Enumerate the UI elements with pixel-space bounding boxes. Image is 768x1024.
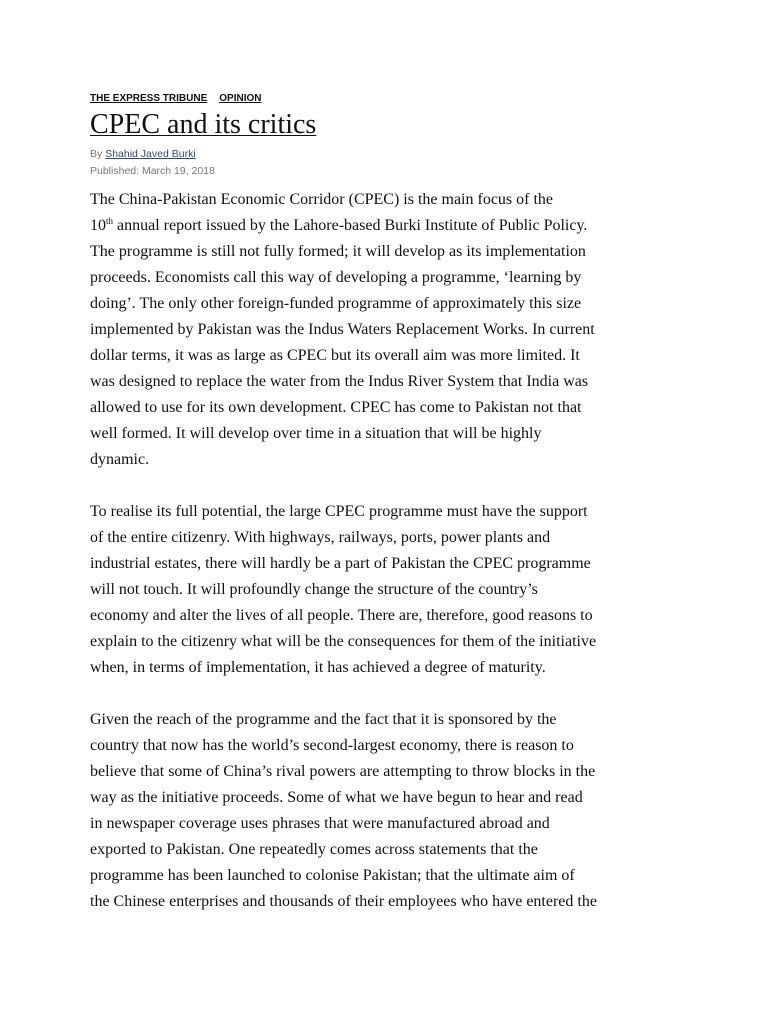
ordinal-suffix: th (106, 216, 114, 226)
article-body (90, 187, 690, 915)
section-link-opinion[interactable]: OPINION (219, 93, 262, 104)
body-line: way as the initiative proceeds. Some of what we have begun to hear and read (90, 789, 583, 806)
published-date: Published: March 19, 2018 (90, 165, 215, 177)
body-line: will not touch. It will profoundly change the structure of the country’s (90, 581, 538, 598)
ordinal-number: 10 (90, 217, 106, 234)
body-line: implemented by Pakistan was the Indus Waters Replacement Works. In current (90, 321, 595, 338)
author-link[interactable]: Shahid Javed Burki (105, 148, 196, 160)
body-line: well formed. It will develop over time in a situation that will be highly (90, 425, 542, 442)
body-line: proceeds. Economists call this way of developing a programme, ‘learning by (90, 269, 582, 286)
body-line: in newspaper coverage uses phrases that were manufactured abroad and (90, 815, 550, 832)
byline (90, 146, 690, 163)
article-page (90, 92, 690, 941)
body-line: believe that some of China’s rival powers are attempting to throw blocks in the (90, 763, 596, 780)
body-line: country that now has the world’s second-largest economy, there is reason to (90, 737, 574, 754)
byline-prefix: By (90, 148, 103, 160)
body-line: programme has been launched to colonise Pakistan; that the ultimate aim of (90, 867, 575, 884)
body-line: of the entire citizenry. With highways, railways, ports, power plants and (90, 529, 551, 546)
body-line: industrial estates, there will hardly be a part of Pakistan the CPEC programme (90, 555, 591, 572)
body-line: was designed to replace the water from the Indus River System that India was (90, 373, 589, 390)
body-line-text: annual report issued by the Lahore-based Burki Institute of Public Policy. (117, 217, 588, 234)
paragraph-3 (90, 707, 690, 915)
paragraph-2 (90, 499, 690, 681)
article-title: CPEC and its critics (90, 109, 317, 140)
publication-link[interactable]: THE EXPRESS TRIBUNE (90, 93, 208, 104)
body-line: explain to the citizenry what will be the consequences for them of the initiative (90, 633, 597, 650)
body-line: dynamic. (90, 451, 150, 468)
body-line: doing’. The only other foreign-funded programme of approximately this size (90, 295, 582, 312)
body-line: The China-Pakistan Economic Corridor (CPEC) is the main focus of the (90, 191, 554, 208)
body-line: dollar terms, it was as large as CPEC but its overall aim was more limited. It (90, 347, 580, 364)
body-line: The programme is still not fully formed; it will develop as its implementation (90, 243, 586, 260)
kicker (90, 92, 690, 106)
body-line: Given the reach of the programme and the fact that it is sponsored by the (90, 711, 557, 728)
body-line: exported to Pakistan. One repeatedly comes across statements that the (90, 841, 538, 858)
body-line: the Chinese enterprises and thousands of their employees who have entered the (90, 893, 597, 910)
body-line: economy and alter the lives of all people. There are, therefore, good reasons to (90, 607, 593, 624)
paragraph-1 (90, 187, 690, 473)
body-line (90, 213, 690, 239)
body-line: when, in terms of implementation, it has achieved a degree of maturity. (90, 659, 546, 676)
body-line: allowed to use for its own development. CPEC has come to Pakistan not that (90, 399, 582, 416)
body-line: To realise its full potential, the large CPEC programme must have the support (90, 503, 588, 520)
